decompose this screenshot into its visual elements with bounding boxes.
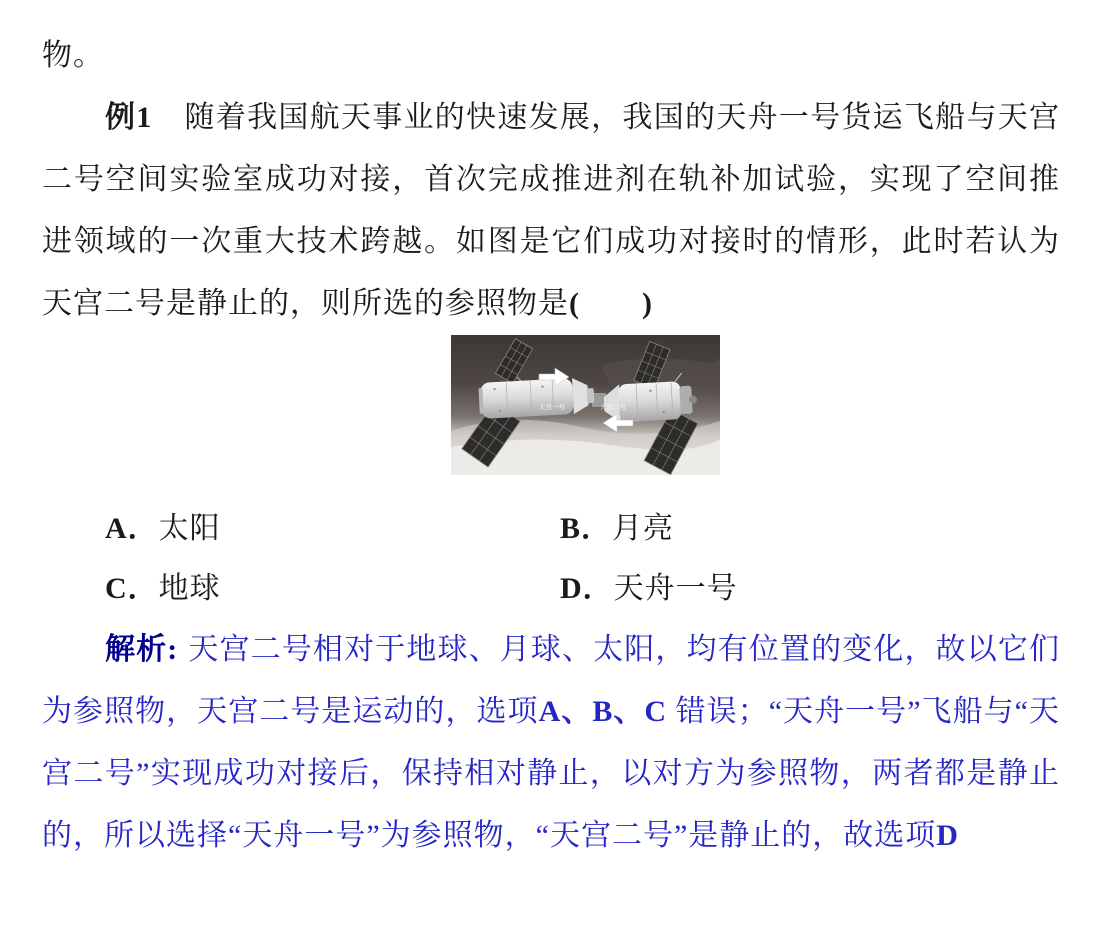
option-a-text: 太阳 — [158, 512, 221, 545]
spacecraft-docking-illustration — [451, 335, 720, 475]
option-a-letter: A． — [105, 512, 159, 545]
analysis-label: 解析: — [105, 633, 179, 666]
option-c-letter: C． — [105, 572, 159, 605]
option-b-letter: B． — [560, 512, 613, 545]
option-c — [105, 559, 560, 619]
example-label: 例1 — [105, 101, 153, 134]
option-d-letter: D． — [560, 572, 614, 605]
analysis-bold-d: D — [936, 819, 959, 852]
option-b — [560, 499, 1060, 559]
analysis-paragraph — [42, 619, 1060, 867]
example-paragraph — [42, 87, 1060, 335]
option-d — [560, 559, 1060, 619]
leading-text: 物。 — [42, 39, 104, 72]
tiangong-label: 天宫二号 — [600, 404, 626, 411]
answer-blank: ( ) — [569, 287, 653, 320]
option-a — [105, 499, 560, 559]
options-grid — [42, 499, 1060, 619]
option-b-text: 月亮 — [612, 512, 675, 545]
option-c-text: 地球 — [158, 572, 221, 605]
example-body: 随着我国航天事业的快速发展，我国的天舟一号货运飞船与天宫二号空间实验室成功对接，首次完成推进剂在轨补加试验，实现了空间推进领域的一次重大技术跨越。如图是它们成功对接时的情形，此时若认为天宫二号是静止的，则所选的参照物是 — [42, 101, 1061, 320]
option-d-text: 天舟一号 — [613, 572, 738, 605]
tianzhou-label: 天舟一号 — [539, 404, 565, 411]
analysis-text-1: 天宫二号相对于地球、月球、太阳，均有位置的变化，故以它们为参照物，天宫二号是运动的，选项 — [42, 633, 1060, 728]
analysis-text-2: 错误；“天舟一号”飞船与“天宫二号”实现成功对接后，保持相对静止，以对方为参照物，两者都是静止的，所以选择“天舟一号”为参照物，“天宫二号”是静止的，故选项 — [42, 695, 1061, 852]
spacecraft-docking-image — [451, 335, 720, 475]
analysis-bold-abc: A、B、C — [538, 695, 668, 728]
